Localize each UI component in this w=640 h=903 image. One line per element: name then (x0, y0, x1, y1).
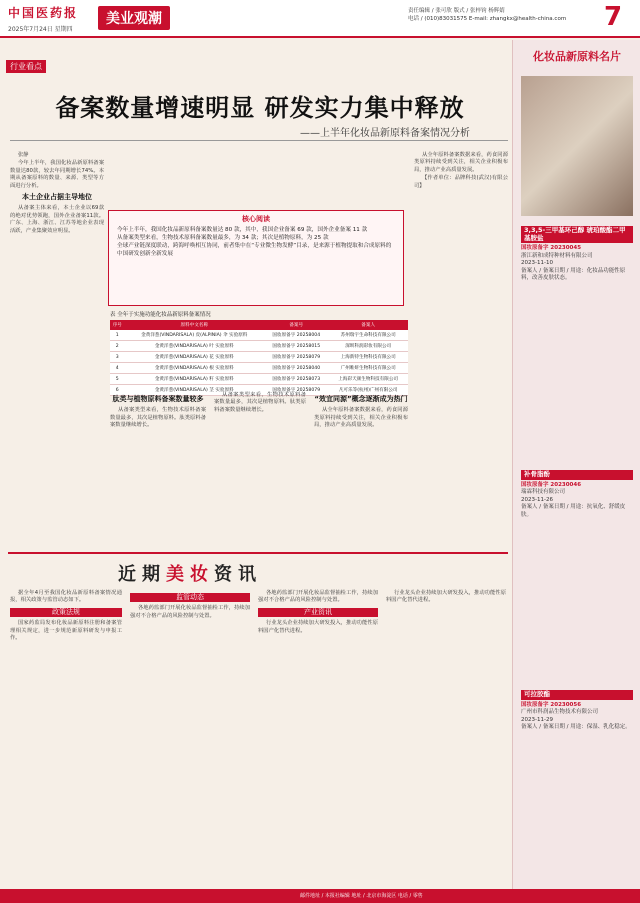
author: 张静 (17, 152, 29, 158)
sidebar (512, 40, 640, 903)
table-row: 1 金黄洋葱(VINDARISALA) 皮(ALPINIA) 伞 实验原料 国妆原备字 20258004 苏州瑞宇生命科技有限公司 (110, 330, 408, 341)
news-column-4: 行业龙头企业持续加大研发投入，推动功能性原料国产化替代进程。 (386, 590, 506, 604)
ingredient-card-3: 可拉胶酯 国妆原备字 20230056 广州市科润品生物技术有限公司 2023-11-29 备案人 / 备案日期 / 用途：保湿、乳化稳定。 (521, 690, 633, 732)
table-row: 4 金黄洋葱(VINDARISALA) 根 实验原料 国妆原备字 20258040 广州唯妍生物科技有限公司 (110, 363, 408, 374)
ingredient-card-1: 3,3,5-三甲基环己醇 琥珀酸酯二甲基胺盐 国妆原备字 20230045 浙江新和成特种材料有限公司 2023-11-10 备案人 / 备案日期 / 用途：化妆品功能性原料，改善皮肤状态。 (521, 226, 633, 283)
ingredient-card-2: 补骨脂酚 国妆原备字 20230046 瑞霖科技有限公司 2023-11-26 备案人 / 备案日期 / 用途：抗氧化、舒缓皮肤。 (521, 470, 633, 519)
sidebar-title: 化妆品新原料名片 (533, 50, 621, 63)
article-column-1: 张静 今年上半年，我国化妆品新原料备案数量达80款，较去年同期增长74%。本期从备案原料的数量、来源、类型等方面进行分析。 本土企业占据主导地位 从备案主体来看，本土企业以69款的绝对优势领跑，国外企业备案11款。广东、上海、浙江、江苏等地企业表现活跃，产业集聚效应明显。 (10, 152, 104, 234)
ingredient-photo (521, 76, 633, 216)
author-affiliation: 【作者单位：品牌科技(武汉)有限公司】 (414, 175, 508, 189)
section-title: 美业观潮 (98, 6, 170, 30)
subheadline: ——上半年化妆品新原料备案情况分析 (300, 128, 470, 139)
table-row: 5 金黄洋葱(VINDARISALA) 籽 实验原料 国妆原备字 20258073 上海彩天颜生物科技有限公司 (110, 374, 408, 385)
headline: 备案数量增速明显 研发实力集中释放 (55, 93, 465, 122)
page-footer: 邮件地址 / 本报社编辑 地址 / 北京市海淀区 电话 / 零售 (0, 889, 640, 903)
subheading-a: 本土企业占据主导地位 (22, 193, 92, 202)
core-reading-box: 核心阅读 今年上半年，我国化妆品新原料备案数量达 80 款，其中，我国企业备案 69 款，国外企业备案 11 款 从备案类型来看，生物技术原料备案数量最多，为 34 款；其次是植物原料，为 25 款 全球产业链深度联动，跨海呼唤相互协同，前者集中在“专业微生物发酵”目录，是来源于植物提取和合成原料的中国研发创新全新发展 (108, 210, 404, 306)
news-column-1: 据全年4月至我国化妆品新原料备案情况通报，相关政策与监管动态如下。 政策法规 国家药监局发布化妆品新原料注册和备案管理相关规定，进一步规范新原料研发与申报工作。 (10, 590, 122, 642)
column-tag: 行业看点 (6, 60, 46, 73)
divider (10, 140, 508, 141)
page-number: 7 (604, 2, 623, 32)
article-column-3: 从备案类型来看，生物技术原料备案数量最多，其次是植物原料。肽类原料备案数量继续增长。 (214, 392, 306, 413)
news-section-band (8, 552, 508, 584)
issue-date: 2025年7月24日 星期四 (8, 26, 73, 33)
article-column-4: “效宜同源”概念逐渐成为热门 从全年原料备案数据来看，药食同源类原料持续受到关注，相关企业积极布局，推动产业高质量发展。 (314, 395, 408, 429)
editor-info: 责任编辑 / 张可欣 版式 / 张梓钧 杨辉婧 电话 / (010)83031575 E-mail: zhangkx@health-china.com (408, 8, 567, 22)
news-column-3: 各地药监部门开展化妆品监督抽检工作，持续加强对不合格产品的风险控制与处置。 产业资讯 行业龙头企业持续加大研发投入，推动功能性原料国产化替代进程。 (258, 590, 378, 634)
table-row: 6 金黄洋葱(VINDARISALA) 茎 实验原料 国妆原备字 20258079 凡可乐等(杭州)广州有限公司 (110, 385, 408, 396)
filing-table: 表 全年于实施功能化妆品新原料备案情况 序号 原料中文名称 备案号 备案人 1 金黄洋葱(VINDARISALA) 皮(ALPINIA) 伞 实验原料 国妆原备字 20258004 苏州瑞宇生命科技有限公司 2 金黄洋葱(VINDARISALA) 叶 实验原料 国妆原备字 20258015 深圳科润彩妆有限公司 3 金黄洋葱(VINDARISALA) 花 实验原料 国妆原备字 20258079 上海新特生物科技有限公司 4 金黄洋葱(VINDARISALA) 根 实验原料 国妆原备字 20258040 广州唯妍生物科技有限公司 5 金黄洋葱(VINDARISALA) 籽 实验原料 国妆原备字 20258073 上海彩天颜生物科技有限公司 6 金黄洋葱(VINDARISALA) 茎 实验原料 国妆原备字 20258079 凡可乐等(杭州)广州有限公司 (110, 310, 408, 396)
table-row: 3 金黄洋葱(VINDARISALA) 花 实验原料 国妆原备字 20258079 上海新特生物科技有限公司 (110, 352, 408, 363)
page-header (0, 0, 640, 38)
news-column-2: 监管动态 各地药监部门开展化妆品监督抽检工作，持续加强对不合格产品的风险控制与处置。 (130, 593, 250, 619)
article-column-5: 从全年原料备案数据来看，药食同源类原料持续受到关注，相关企业积极布局，推动产业高质量发展。 【作者单位：品牌科技(武汉)有限公司】 (414, 152, 508, 189)
masthead-logo: 中国医药报 (8, 6, 79, 20)
table-row: 2 金黄洋葱(VINDARISALA) 叶 实验原料 国妆原备字 20258015 深圳科润彩妆有限公司 (110, 341, 408, 352)
article-column-2: 肽类与植物原料备案数量较多 从备案类型来看，生物技术原料备案数量最多，其次是植物原料。肽类原料备案数量继续增长。 (110, 395, 206, 429)
news-title: 近期美妆资讯 (118, 564, 262, 585)
